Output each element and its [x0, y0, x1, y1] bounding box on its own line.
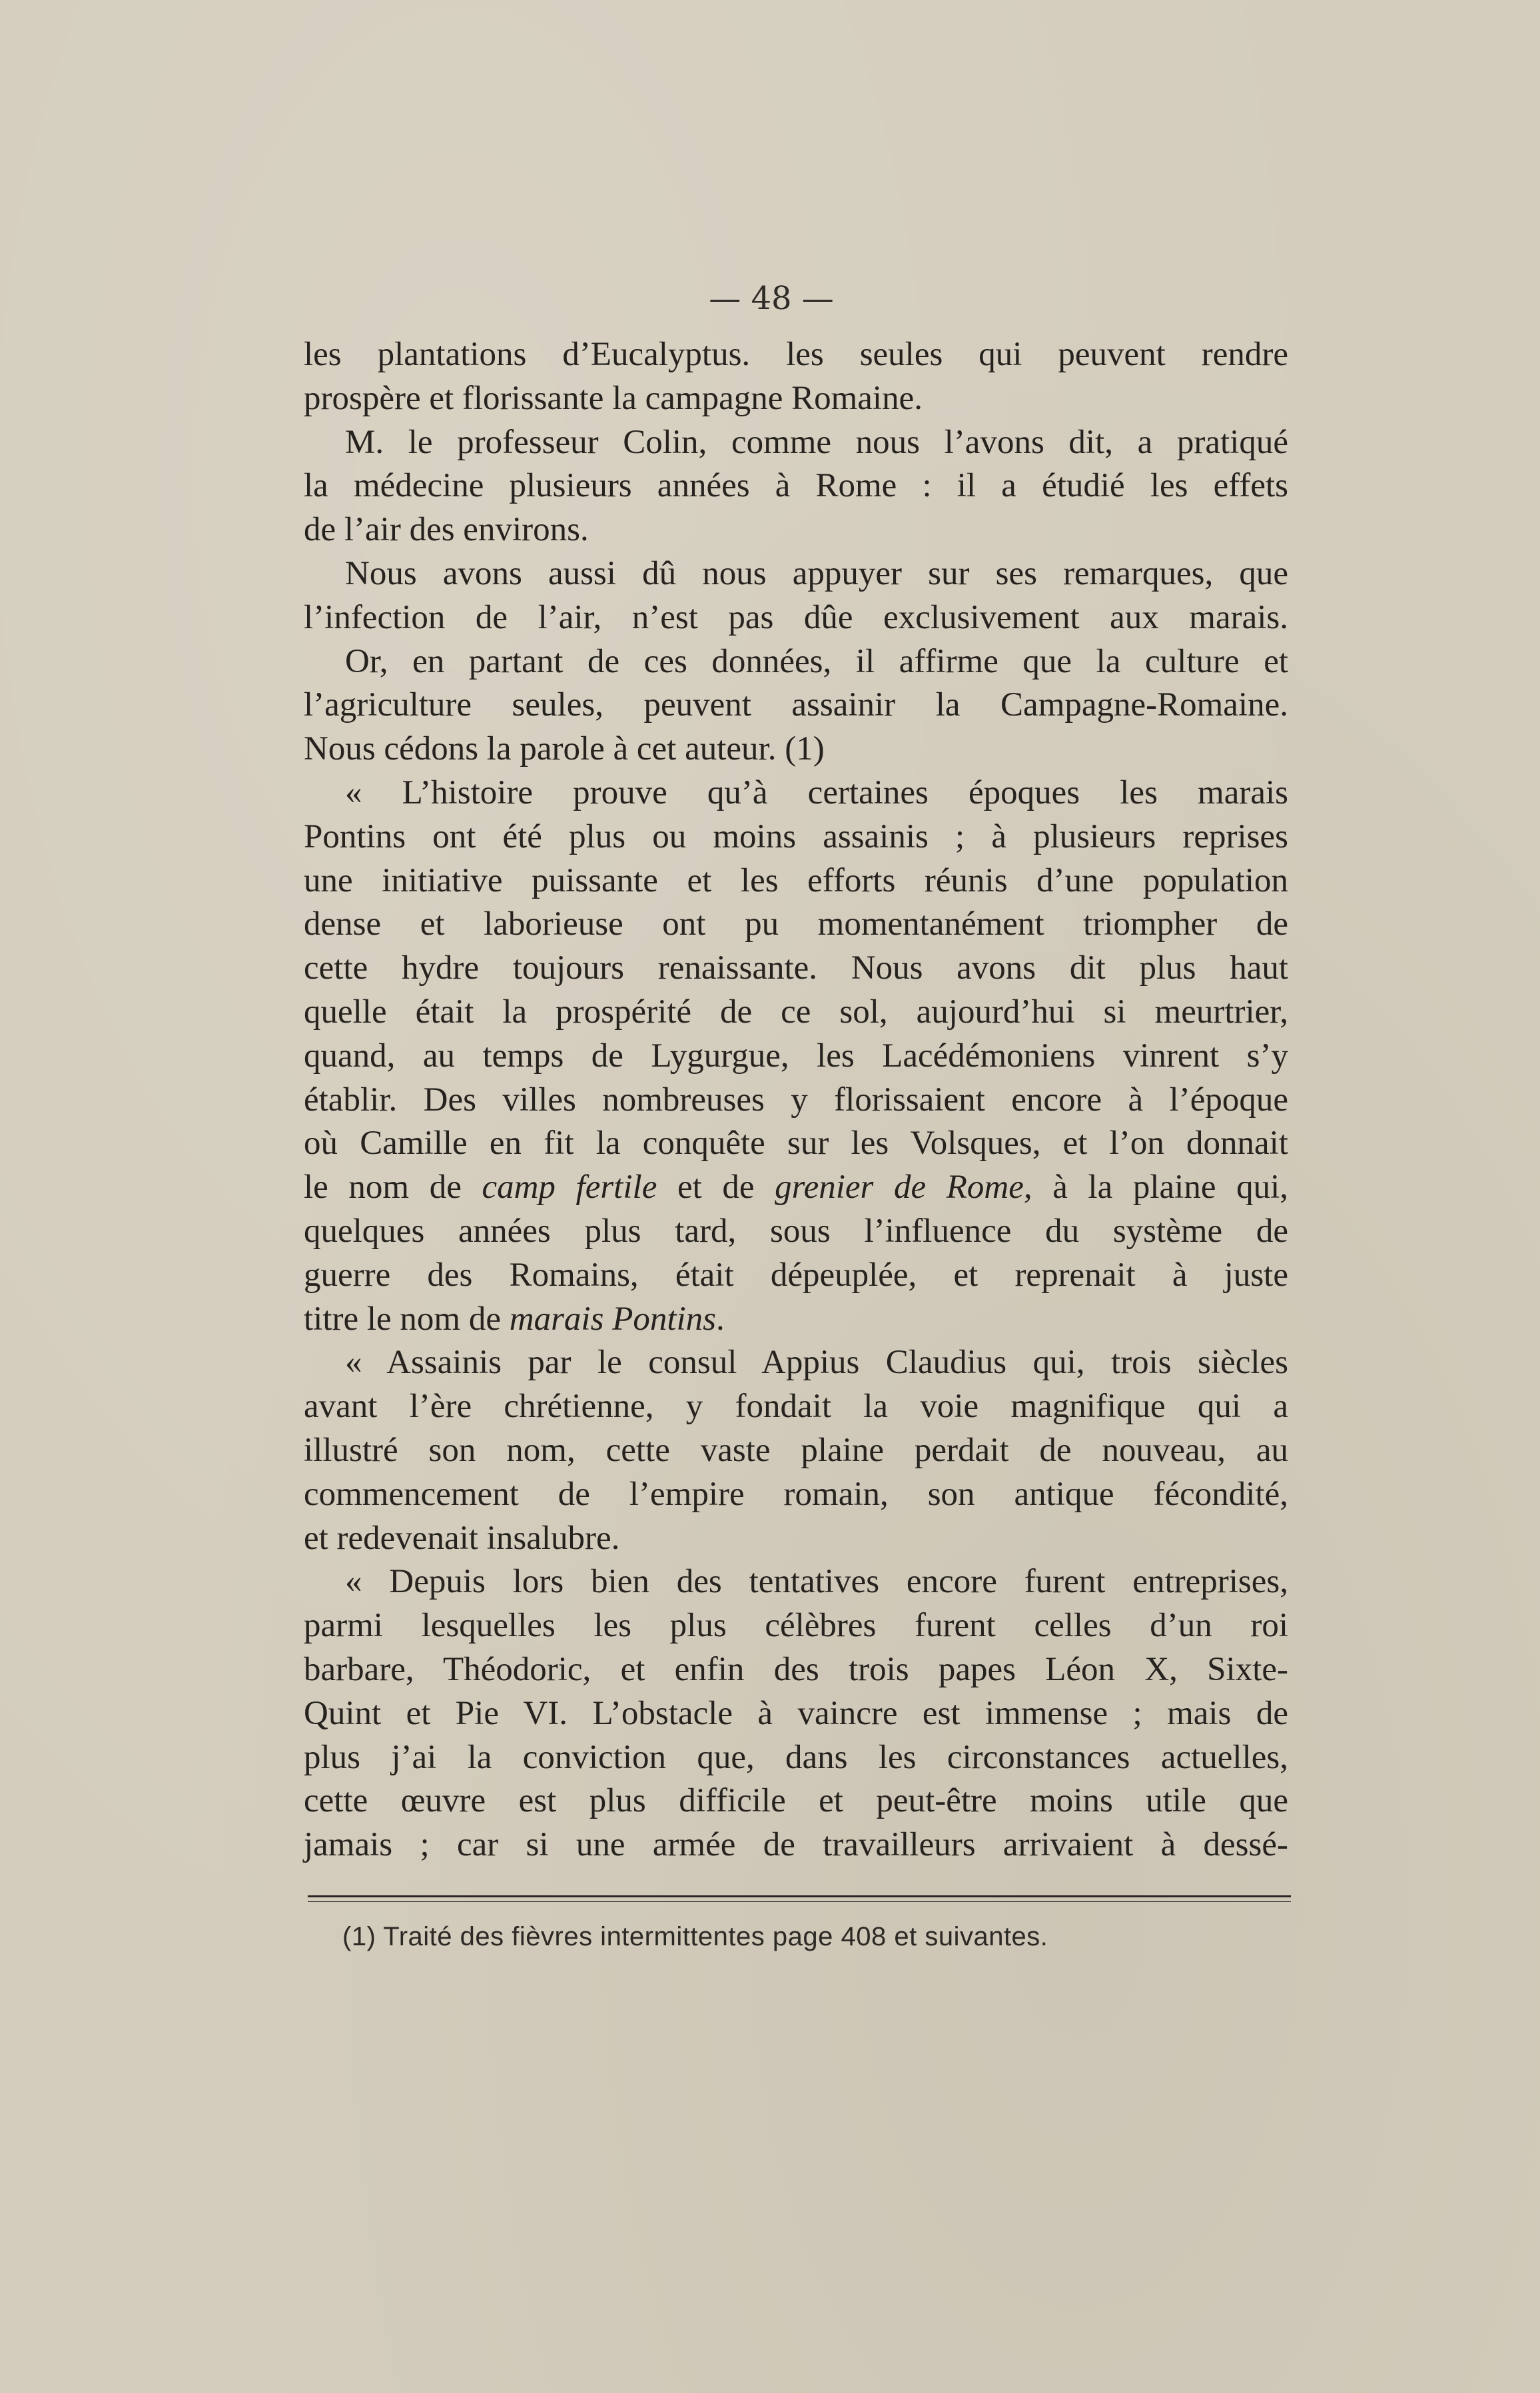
text-line: parmi lesquelles les plus célèbres furent celles d’un roi [304, 1607, 1288, 1645]
page-number: — 48 — [709, 280, 834, 317]
text-line: cette œuvre est plus difficile et peut-être moins utile que [304, 1782, 1288, 1820]
text-run: . [716, 1300, 725, 1338]
text-line: de l’air des environs. [304, 511, 589, 549]
text-line: « Assainis par le consul Appius Claudius qui, trois siècles [345, 1344, 1288, 1382]
text-line: quelques années plus tard, sous l’influence du système de [304, 1212, 1288, 1250]
italic-term: marais Pontins [509, 1300, 717, 1338]
text-run: et de [657, 1169, 775, 1206]
text-run: à la plaine qui, [1032, 1169, 1288, 1206]
footnote-divider [308, 1895, 1291, 1902]
text-line: quelle était la prospérité de ce sol, aujourd’hui si meurtrier, [304, 993, 1288, 1031]
text-line: la médecine plusieurs années à Rome : il a étudié les effets [304, 467, 1288, 505]
text-line: plus j’ai la conviction que, dans les circonstances actuelles, [304, 1738, 1288, 1776]
text-line: jamais ; car si une armée de travailleurs arrivaient à dessé- [304, 1826, 1288, 1864]
text-line: Pontins ont été plus ou moins assainis ; à plusieurs reprises [304, 817, 1288, 855]
italic-term: grenier de Rome, [775, 1169, 1032, 1206]
text-line: et redevenait insalubre. [304, 1519, 620, 1557]
text-line: Or, en partant de ces données, il affirme que la culture et [345, 642, 1288, 680]
text-line: Quint et Pie VI. L’obstacle à vaincre est immense ; mais de [304, 1694, 1288, 1732]
text-line: Nous avons aussi dû nous appuyer sur ses remarques, que [345, 554, 1288, 592]
text-line: prospère et florissante la campagne Romaine. [304, 379, 923, 417]
text-line: « Depuis lors bien des tentatives encore furent entreprises, [345, 1563, 1288, 1601]
text-line: dense et laborieuse ont pu momentanément triompher de [304, 905, 1288, 943]
text-line: établir. Des villes nombreuses y florissaient encore à l’époque [304, 1081, 1288, 1119]
text-run: titre le nom de [304, 1300, 510, 1338]
italic-term: camp fertile [482, 1169, 657, 1206]
text-line: une initiative puissante et les efforts réunis d’une population [304, 861, 1288, 899]
text-line-italic-mix [304, 1298, 1288, 1342]
text-line: avant l’ère chrétienne, y fondait la voie magnifique qui a [304, 1388, 1288, 1426]
text-line: où Camille en fit la conquête sur les Volsques, et l’on donnait [304, 1125, 1288, 1163]
text-line: l’infection de l’air, n’est pas dûe exclusivement aux marais. [304, 598, 1288, 636]
text-line: quand, au temps de Lygurgue, les Lacédémoniens vinrent s’y [304, 1037, 1288, 1075]
text-line: M. le professeur Colin, comme nous l’avons dit, a pratiqué [345, 423, 1288, 461]
text-line-italic-mix [304, 1166, 1288, 1210]
text-line: illustré son nom, cette vaste plaine perdait de nouveau, au [304, 1431, 1288, 1469]
text-line: commencement de l’empire romain, son antique fécondité, [304, 1475, 1288, 1513]
text-run: le nom de [304, 1169, 482, 1206]
text-line: barbare, Théodoric, et enfin des trois papes Léon X, Sixte- [304, 1650, 1288, 1688]
body-text [304, 333, 1288, 1867]
text-line: les plantations d’Eucalyptus. les seules qui peuvent rendre [304, 336, 1288, 373]
text-line: l’agriculture seules, peuvent assainir la Campagne-Romaine. [304, 686, 1288, 724]
text-line: « L’histoire prouve qu’à certaines époques les marais [345, 773, 1288, 811]
text-line: Nous cédons la parole à cet auteur. (1) [304, 730, 825, 768]
text-line: cette hydre toujours renaissante. Nous avons dit plus haut [304, 949, 1288, 987]
text-line: guerre des Romains, était dépeuplée, et reprenait à juste [304, 1256, 1288, 1294]
footnote: (1) Traité des fièvres intermittentes page 408 et suivantes. [342, 1922, 1048, 1951]
